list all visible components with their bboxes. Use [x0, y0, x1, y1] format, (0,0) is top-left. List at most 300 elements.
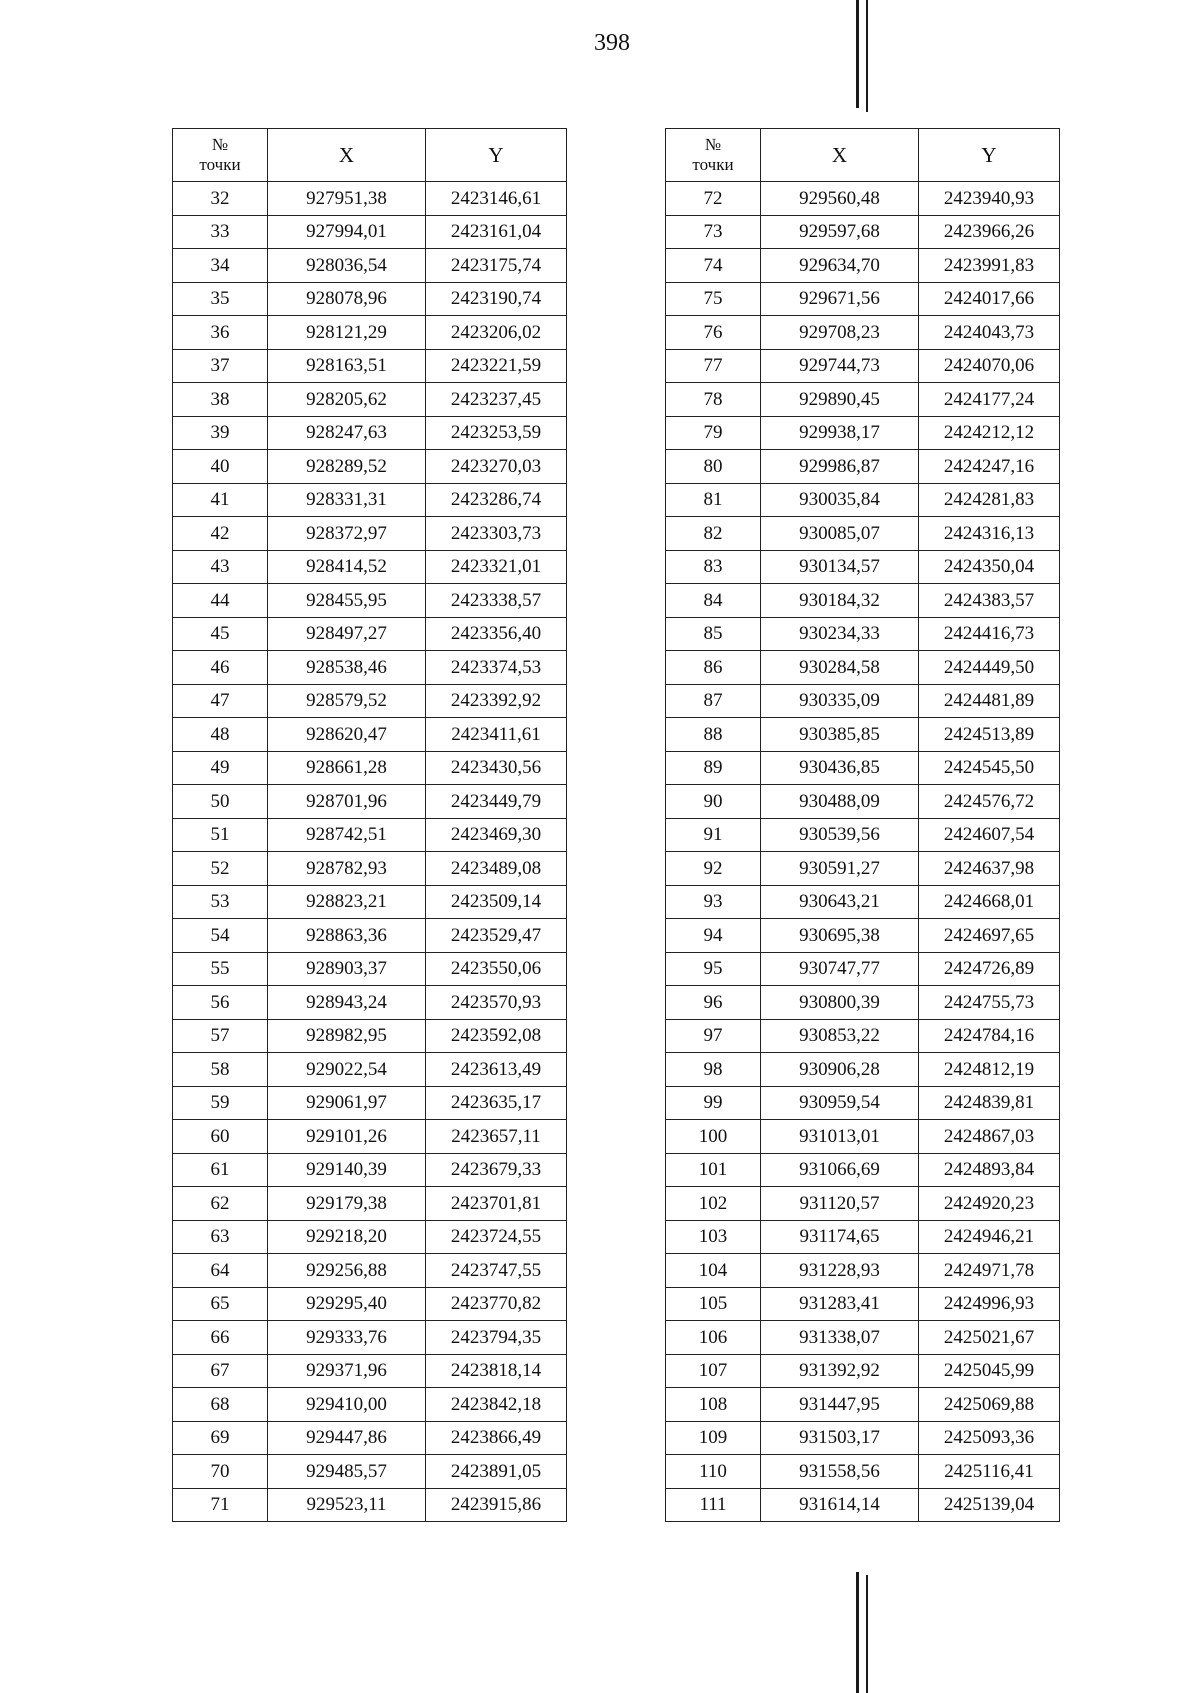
y-cell: 2424697,65 [919, 919, 1060, 953]
y-cell: 2424971,78 [919, 1254, 1060, 1288]
table-row [173, 1053, 567, 1087]
x-cell: 928205,62 [268, 383, 426, 417]
y-cell: 2424867,03 [919, 1120, 1060, 1154]
point-number-cell: 69 [173, 1421, 268, 1455]
x-cell: 929447,86 [268, 1421, 426, 1455]
table-row [666, 818, 1060, 852]
y-cell: 2423489,08 [426, 852, 567, 886]
x-cell: 929022,54 [268, 1053, 426, 1087]
x-cell: 929256,88 [268, 1254, 426, 1288]
x-cell: 929708,23 [761, 316, 919, 350]
table-row [173, 282, 567, 316]
y-cell: 2423190,74 [426, 282, 567, 316]
y-cell: 2423469,30 [426, 818, 567, 852]
y-cell: 2424812,19 [919, 1053, 1060, 1087]
y-cell: 2425139,04 [919, 1488, 1060, 1522]
table-row [666, 1254, 1060, 1288]
point-number-cell: 79 [666, 416, 761, 450]
table-row [666, 383, 1060, 417]
x-cell: 927951,38 [268, 182, 426, 216]
point-number-cell: 102 [666, 1187, 761, 1221]
y-cell: 2424755,73 [919, 986, 1060, 1020]
table-row [666, 1488, 1060, 1522]
table-row [666, 1421, 1060, 1455]
table-row [173, 751, 567, 785]
y-cell: 2423374,53 [426, 651, 567, 685]
y-cell: 2424383,57 [919, 584, 1060, 618]
table-row [173, 785, 567, 819]
y-cell: 2424017,66 [919, 282, 1060, 316]
point-number-cell: 106 [666, 1321, 761, 1355]
table-row [666, 1053, 1060, 1087]
x-header: X [268, 129, 426, 182]
y-cell: 2423550,06 [426, 952, 567, 986]
point-number-cell: 38 [173, 383, 268, 417]
x-cell: 931283,41 [761, 1287, 919, 1321]
x-cell: 930284,58 [761, 651, 919, 685]
y-cell: 2424043,73 [919, 316, 1060, 350]
table-row [666, 684, 1060, 718]
x-cell: 930085,07 [761, 517, 919, 551]
y-cell: 2423915,86 [426, 1488, 567, 1522]
point-number-cell: 74 [666, 249, 761, 283]
x-cell: 927994,01 [268, 215, 426, 249]
coordinates-table-left [172, 128, 567, 1522]
table-row [666, 483, 1060, 517]
point-number-cell: 54 [173, 919, 268, 953]
x-cell: 929295,40 [268, 1287, 426, 1321]
y-cell: 2423747,55 [426, 1254, 567, 1288]
x-cell: 929371,96 [268, 1354, 426, 1388]
x-cell: 930906,28 [761, 1053, 919, 1087]
y-cell: 2424316,13 [919, 517, 1060, 551]
table-row [173, 215, 567, 249]
x-cell: 929523,11 [268, 1488, 426, 1522]
point-number-cell: 40 [173, 450, 268, 484]
y-cell: 2423701,81 [426, 1187, 567, 1221]
table-row [173, 1354, 567, 1388]
x-cell: 931338,07 [761, 1321, 919, 1355]
table-row [666, 182, 1060, 216]
y-cell: 2425045,99 [919, 1354, 1060, 1388]
x-cell: 928982,95 [268, 1019, 426, 1053]
x-cell: 929986,87 [761, 450, 919, 484]
point-number-cell: 77 [666, 349, 761, 383]
point-number-cell: 90 [666, 785, 761, 819]
x-cell: 930591,27 [761, 852, 919, 886]
x-cell: 929744,73 [761, 349, 919, 383]
point-number-cell: 61 [173, 1153, 268, 1187]
x-cell: 929061,97 [268, 1086, 426, 1120]
y-cell: 2423509,14 [426, 885, 567, 919]
x-cell: 929671,56 [761, 282, 919, 316]
x-cell: 930853,22 [761, 1019, 919, 1053]
x-cell: 930335,09 [761, 684, 919, 718]
table-header-row [666, 129, 1060, 182]
x-cell: 929560,48 [761, 182, 919, 216]
point-number-cell: 93 [666, 885, 761, 919]
point-number-cell: 44 [173, 584, 268, 618]
y-cell: 2423161,04 [426, 215, 567, 249]
table-row [666, 550, 1060, 584]
x-cell: 931503,17 [761, 1421, 919, 1455]
point-number-cell: 35 [173, 282, 268, 316]
table-row [666, 584, 1060, 618]
point-number-cell: 43 [173, 550, 268, 584]
table-row [173, 1120, 567, 1154]
x-cell: 928943,24 [268, 986, 426, 1020]
x-cell: 928289,52 [268, 450, 426, 484]
x-cell: 928742,51 [268, 818, 426, 852]
table-row [173, 1187, 567, 1221]
y-cell: 2423991,83 [919, 249, 1060, 283]
x-cell: 930184,32 [761, 584, 919, 618]
x-cell: 931013,01 [761, 1120, 919, 1154]
point-number-cell: 63 [173, 1220, 268, 1254]
point-number-header: № точки [666, 129, 761, 182]
point-number-cell: 47 [173, 684, 268, 718]
x-cell: 929101,26 [268, 1120, 426, 1154]
point-number-cell: 45 [173, 617, 268, 651]
y-cell: 2423237,45 [426, 383, 567, 417]
y-cell: 2423392,92 [426, 684, 567, 718]
table-row [666, 952, 1060, 986]
point-number-cell: 91 [666, 818, 761, 852]
point-number-cell: 80 [666, 450, 761, 484]
point-number-cell: 39 [173, 416, 268, 450]
x-cell: 928372,97 [268, 517, 426, 551]
x-cell: 928414,52 [268, 550, 426, 584]
x-cell: 930134,57 [761, 550, 919, 584]
y-cell: 2424212,12 [919, 416, 1060, 450]
y-cell: 2424668,01 [919, 885, 1060, 919]
table-row [666, 416, 1060, 450]
y-cell: 2423966,26 [919, 215, 1060, 249]
x-cell: 929333,76 [268, 1321, 426, 1355]
point-number-cell: 50 [173, 785, 268, 819]
point-number-cell: 33 [173, 215, 268, 249]
y-cell: 2423411,61 [426, 718, 567, 752]
y-cell: 2423794,35 [426, 1321, 567, 1355]
y-cell: 2423770,82 [426, 1287, 567, 1321]
point-number-cell: 84 [666, 584, 761, 618]
table-row [173, 1321, 567, 1355]
x-cell: 930488,09 [761, 785, 919, 819]
table-row [666, 215, 1060, 249]
table-row [173, 550, 567, 584]
y-cell: 2423338,57 [426, 584, 567, 618]
point-number-cell: 34 [173, 249, 268, 283]
x-cell: 928661,28 [268, 751, 426, 785]
point-number-cell: 92 [666, 852, 761, 886]
table-row [666, 852, 1060, 886]
x-cell: 929218,20 [268, 1220, 426, 1254]
x-cell: 929634,70 [761, 249, 919, 283]
y-cell: 2423940,93 [919, 182, 1060, 216]
y-cell: 2424545,50 [919, 751, 1060, 785]
y-cell: 2423657,11 [426, 1120, 567, 1154]
x-header: X [761, 129, 919, 182]
y-cell: 2424996,93 [919, 1287, 1060, 1321]
x-cell: 928701,96 [268, 785, 426, 819]
y-cell: 2424281,83 [919, 483, 1060, 517]
table-row [173, 1086, 567, 1120]
table-row [173, 852, 567, 886]
x-cell: 928782,93 [268, 852, 426, 886]
point-number-cell: 56 [173, 986, 268, 1020]
x-cell: 931120,57 [761, 1187, 919, 1221]
table-row [173, 1488, 567, 1522]
table-row [173, 1220, 567, 1254]
y-cell: 2423321,01 [426, 550, 567, 584]
point-number-cell: 75 [666, 282, 761, 316]
binding-line [856, 0, 859, 108]
y-cell: 2424637,98 [919, 852, 1060, 886]
y-cell: 2423818,14 [426, 1354, 567, 1388]
point-number-cell: 89 [666, 751, 761, 785]
table-row [173, 316, 567, 350]
point-number-cell: 110 [666, 1455, 761, 1489]
table-row [173, 450, 567, 484]
y-cell: 2423221,59 [426, 349, 567, 383]
point-number-cell: 86 [666, 651, 761, 685]
table-row [666, 1120, 1060, 1154]
x-cell: 931174,65 [761, 1220, 919, 1254]
x-cell: 929890,45 [761, 383, 919, 417]
point-number-header: № точки [173, 129, 268, 182]
point-number-cell: 57 [173, 1019, 268, 1053]
y-cell: 2423724,55 [426, 1220, 567, 1254]
table-row [666, 885, 1060, 919]
y-cell: 2424416,73 [919, 617, 1060, 651]
x-cell: 929179,38 [268, 1187, 426, 1221]
point-number-cell: 81 [666, 483, 761, 517]
table-row [666, 1220, 1060, 1254]
y-cell: 2424177,24 [919, 383, 1060, 417]
point-number-cell: 41 [173, 483, 268, 517]
x-cell: 928121,29 [268, 316, 426, 350]
x-cell: 931614,14 [761, 1488, 919, 1522]
y-header: Y [426, 129, 567, 182]
table-row [666, 249, 1060, 283]
point-number-cell: 55 [173, 952, 268, 986]
table-row [666, 1153, 1060, 1187]
table-row [666, 1287, 1060, 1321]
table-row [666, 751, 1060, 785]
table-row [173, 1421, 567, 1455]
x-cell: 930385,85 [761, 718, 919, 752]
point-number-cell: 94 [666, 919, 761, 953]
x-cell: 928579,52 [268, 684, 426, 718]
y-cell: 2423146,61 [426, 182, 567, 216]
table-row [173, 517, 567, 551]
point-number-cell: 51 [173, 818, 268, 852]
table-row [666, 450, 1060, 484]
y-cell: 2423635,17 [426, 1086, 567, 1120]
x-cell: 928903,37 [268, 952, 426, 986]
table-row [666, 316, 1060, 350]
y-cell: 2423592,08 [426, 1019, 567, 1053]
point-number-cell: 72 [666, 182, 761, 216]
table-row [666, 1321, 1060, 1355]
x-cell: 931066,69 [761, 1153, 919, 1187]
table-row [173, 1019, 567, 1053]
x-cell: 929597,68 [761, 215, 919, 249]
point-number-cell: 48 [173, 718, 268, 752]
table-row [173, 249, 567, 283]
table-row [666, 1455, 1060, 1489]
table-row [173, 919, 567, 953]
x-cell: 930234,33 [761, 617, 919, 651]
point-number-cell: 108 [666, 1388, 761, 1422]
table-row [173, 383, 567, 417]
x-cell: 930436,85 [761, 751, 919, 785]
table-row [173, 718, 567, 752]
x-cell: 928823,21 [268, 885, 426, 919]
x-cell: 931228,93 [761, 1254, 919, 1288]
y-cell: 2425093,36 [919, 1421, 1060, 1455]
y-cell: 2423253,59 [426, 416, 567, 450]
x-cell: 928497,27 [268, 617, 426, 651]
y-cell: 2423356,40 [426, 617, 567, 651]
point-number-cell: 70 [173, 1455, 268, 1489]
table-row [173, 885, 567, 919]
y-cell: 2423842,18 [426, 1388, 567, 1422]
point-number-cell: 42 [173, 517, 268, 551]
y-cell: 2423430,56 [426, 751, 567, 785]
y-cell: 2424839,81 [919, 1086, 1060, 1120]
point-number-cell: 111 [666, 1488, 761, 1522]
y-cell: 2423570,93 [426, 986, 567, 1020]
table-row [173, 416, 567, 450]
table-row [173, 1153, 567, 1187]
x-cell: 929485,57 [268, 1455, 426, 1489]
x-cell: 930643,21 [761, 885, 919, 919]
y-cell: 2424350,04 [919, 550, 1060, 584]
y-cell: 2424920,23 [919, 1187, 1060, 1221]
point-number-cell: 109 [666, 1421, 761, 1455]
point-number-cell: 85 [666, 617, 761, 651]
x-cell: 931392,92 [761, 1354, 919, 1388]
table-row [173, 651, 567, 685]
y-cell: 2424513,89 [919, 718, 1060, 752]
x-cell: 930035,84 [761, 483, 919, 517]
table-row [173, 349, 567, 383]
x-cell: 929140,39 [268, 1153, 426, 1187]
table-row [173, 1254, 567, 1288]
point-number-cell: 78 [666, 383, 761, 417]
table-row [666, 1019, 1060, 1053]
x-cell: 928455,95 [268, 584, 426, 618]
y-cell: 2424893,84 [919, 1153, 1060, 1187]
x-cell: 928036,54 [268, 249, 426, 283]
point-number-cell: 95 [666, 952, 761, 986]
page-number: 398 [594, 30, 630, 56]
y-header: Y [919, 129, 1060, 182]
x-cell: 928620,47 [268, 718, 426, 752]
point-number-cell: 99 [666, 1086, 761, 1120]
point-number-cell: 83 [666, 550, 761, 584]
point-number-cell: 101 [666, 1153, 761, 1187]
x-cell: 928163,51 [268, 349, 426, 383]
point-number-cell: 66 [173, 1321, 268, 1355]
table-row [666, 1187, 1060, 1221]
y-cell: 2424607,54 [919, 818, 1060, 852]
point-number-cell: 107 [666, 1354, 761, 1388]
point-number-cell: 46 [173, 651, 268, 685]
y-cell: 2423529,47 [426, 919, 567, 953]
y-cell: 2423679,33 [426, 1153, 567, 1187]
table-row [173, 182, 567, 216]
x-cell: 928538,46 [268, 651, 426, 685]
point-number-cell: 62 [173, 1187, 268, 1221]
table-row [173, 1455, 567, 1489]
x-cell: 930539,56 [761, 818, 919, 852]
table-row [173, 952, 567, 986]
y-cell: 2423613,49 [426, 1053, 567, 1087]
y-cell: 2424726,89 [919, 952, 1060, 986]
y-cell: 2423270,03 [426, 450, 567, 484]
table-row [666, 919, 1060, 953]
point-number-cell: 65 [173, 1287, 268, 1321]
table-row [173, 684, 567, 718]
point-number-cell: 68 [173, 1388, 268, 1422]
y-cell: 2424449,50 [919, 651, 1060, 685]
x-cell: 930800,39 [761, 986, 919, 1020]
point-number-cell: 32 [173, 182, 268, 216]
point-number-cell: 100 [666, 1120, 761, 1154]
table-row [173, 1287, 567, 1321]
table-row [666, 1388, 1060, 1422]
point-number-cell: 97 [666, 1019, 761, 1053]
point-number-cell: 60 [173, 1120, 268, 1154]
table-row [666, 1086, 1060, 1120]
x-cell: 930959,54 [761, 1086, 919, 1120]
point-number-cell: 105 [666, 1287, 761, 1321]
x-cell: 928331,31 [268, 483, 426, 517]
table-row [666, 517, 1060, 551]
x-cell: 928247,63 [268, 416, 426, 450]
point-number-cell: 87 [666, 684, 761, 718]
table-row [666, 349, 1060, 383]
table-row [173, 584, 567, 618]
table-row [666, 1354, 1060, 1388]
y-cell: 2423866,49 [426, 1421, 567, 1455]
table-row [666, 651, 1060, 685]
point-number-cell: 103 [666, 1220, 761, 1254]
y-cell: 2424576,72 [919, 785, 1060, 819]
table-row [666, 282, 1060, 316]
y-cell: 2425116,41 [919, 1455, 1060, 1489]
x-cell: 931447,95 [761, 1388, 919, 1422]
point-number-cell: 73 [666, 215, 761, 249]
point-number-cell: 59 [173, 1086, 268, 1120]
binding-line [856, 1572, 859, 1693]
point-number-cell: 71 [173, 1488, 268, 1522]
x-cell: 929410,00 [268, 1388, 426, 1422]
point-number-cell: 37 [173, 349, 268, 383]
point-number-cell: 52 [173, 852, 268, 886]
y-cell: 2425021,67 [919, 1321, 1060, 1355]
table-row [173, 483, 567, 517]
point-number-cell: 67 [173, 1354, 268, 1388]
y-cell: 2423891,05 [426, 1455, 567, 1489]
point-number-cell: 64 [173, 1254, 268, 1288]
y-cell: 2423303,73 [426, 517, 567, 551]
point-number-cell: 58 [173, 1053, 268, 1087]
x-cell: 928863,36 [268, 919, 426, 953]
x-cell: 930747,77 [761, 952, 919, 986]
